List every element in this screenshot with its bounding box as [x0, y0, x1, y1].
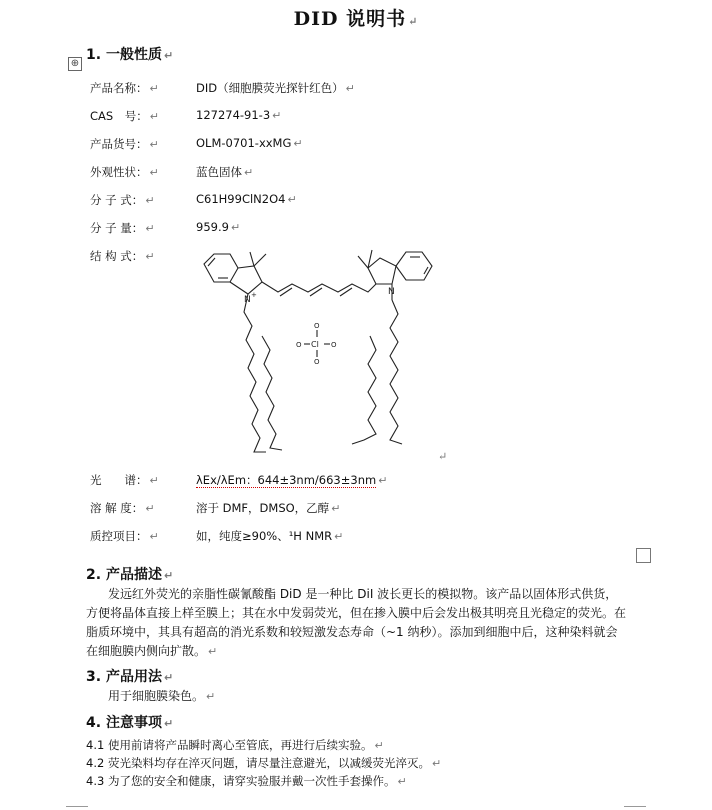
section-1-heading: 1. 一般性质 ↵ — [86, 47, 174, 63]
solubility-value: 溶于 DMF，DMSO，乙醇 ↵ — [196, 501, 341, 515]
solubility-label: 溶 解 度： ↵ — [90, 501, 155, 515]
name-value: DID（细胞膜荧光探针红色） ↵ — [196, 81, 355, 95]
mw-label: 分 子 量： ↵ — [90, 221, 155, 235]
usage-text: 用于细胞膜染色。 ↵ — [108, 689, 216, 703]
right-benzene-ring — [396, 252, 432, 280]
move-handle-icon[interactable]: ⊕ — [68, 57, 82, 71]
qc-label: 质控项目： ↵ — [90, 529, 159, 543]
n1-charge: + — [251, 291, 257, 299]
description-paragraph: 发远红外荧光的亲脂性碳氰酸酯 DiD 是一种比 DiI 波长更长的模拟物。该产品以固体形式供货，方便将晶体直接上样至膜上；其在水中发弱荧光，但在掺入膜中后会发出极其明亮且光稳定的荧光。在脂质环境中，其具有超高的消光系数和较短激发态寿命（~1 纳秒）。添加到细胞中后，这种染料就会在细胞膜内侧向扩散。 ↵ — [86, 587, 627, 658]
o-atom-top: O — [314, 322, 320, 330]
page-corner-right — [624, 806, 646, 810]
cl-atom: Cl — [311, 340, 319, 349]
catalog-value: OLM-0701-xxMG ↵ — [196, 136, 303, 150]
left-benzene-ring — [204, 254, 238, 282]
o-atom-left: O — [296, 341, 302, 349]
note-item: 4.1 使用前请将产品瞬时离心至管底，再进行后续实验。 ↵ — [86, 738, 384, 752]
mw-value: 959.9 ↵ — [196, 220, 241, 234]
cas-label: CAS 号： ↵ — [90, 109, 159, 123]
n1-atom: N — [244, 295, 251, 305]
section-4-heading: 4. 注意事项 ↵ — [86, 715, 174, 731]
note-item: 4.3 为了您的安全和健康，请穿实验服并戴一次性手套操作。 ↵ — [86, 774, 407, 788]
structure-image — [192, 240, 452, 460]
left-alkyl-chain — [244, 294, 266, 452]
page-corner-left — [66, 806, 88, 810]
o-atom-bottom: O — [314, 358, 320, 366]
catalog-label: 产品货号： ↵ — [90, 137, 159, 151]
section-2-heading: 2. 产品描述 ↵ — [86, 567, 174, 583]
formula-label: 分 子 式： ↵ — [90, 193, 155, 207]
formula-value: C61H99ClN2O4 ↵ — [196, 192, 297, 206]
document-title: DID 说明书 ↵ — [293, 8, 419, 30]
right-alkyl-chain — [390, 300, 402, 444]
spectrum-label: 光 谱： ↵ — [90, 473, 159, 487]
o-atom-right: O — [331, 341, 337, 349]
structure-label: 结 构 式： ↵ — [90, 249, 155, 263]
appearance-value: 蓝色固体 ↵ — [196, 165, 254, 179]
n2-atom: N — [388, 287, 395, 297]
note-item: 4.2 荧光染料均存在淬灭问题，请尽量注意避光，以减缓荧光淬灭。 ↵ — [86, 756, 442, 770]
appearance-label: 外观性状： ↵ — [90, 165, 159, 179]
checkbox-placeholder — [636, 548, 651, 563]
qc-value: 如，纯度≥90%、¹H NMR ↵ — [196, 529, 344, 543]
spectrum-value: λEx/λEm：644±3nm/663±3nm ↵ — [196, 473, 388, 487]
section-3-heading: 3. 产品用法 ↵ — [86, 669, 174, 685]
cas-value: 127274-91-3 ↵ — [196, 108, 282, 122]
name-label: 产品名称： ↵ — [90, 81, 159, 95]
left-indoline-ring — [230, 266, 262, 294]
structure-para-mark: ↵ — [438, 450, 448, 463]
right-indoline-ring — [368, 258, 396, 284]
